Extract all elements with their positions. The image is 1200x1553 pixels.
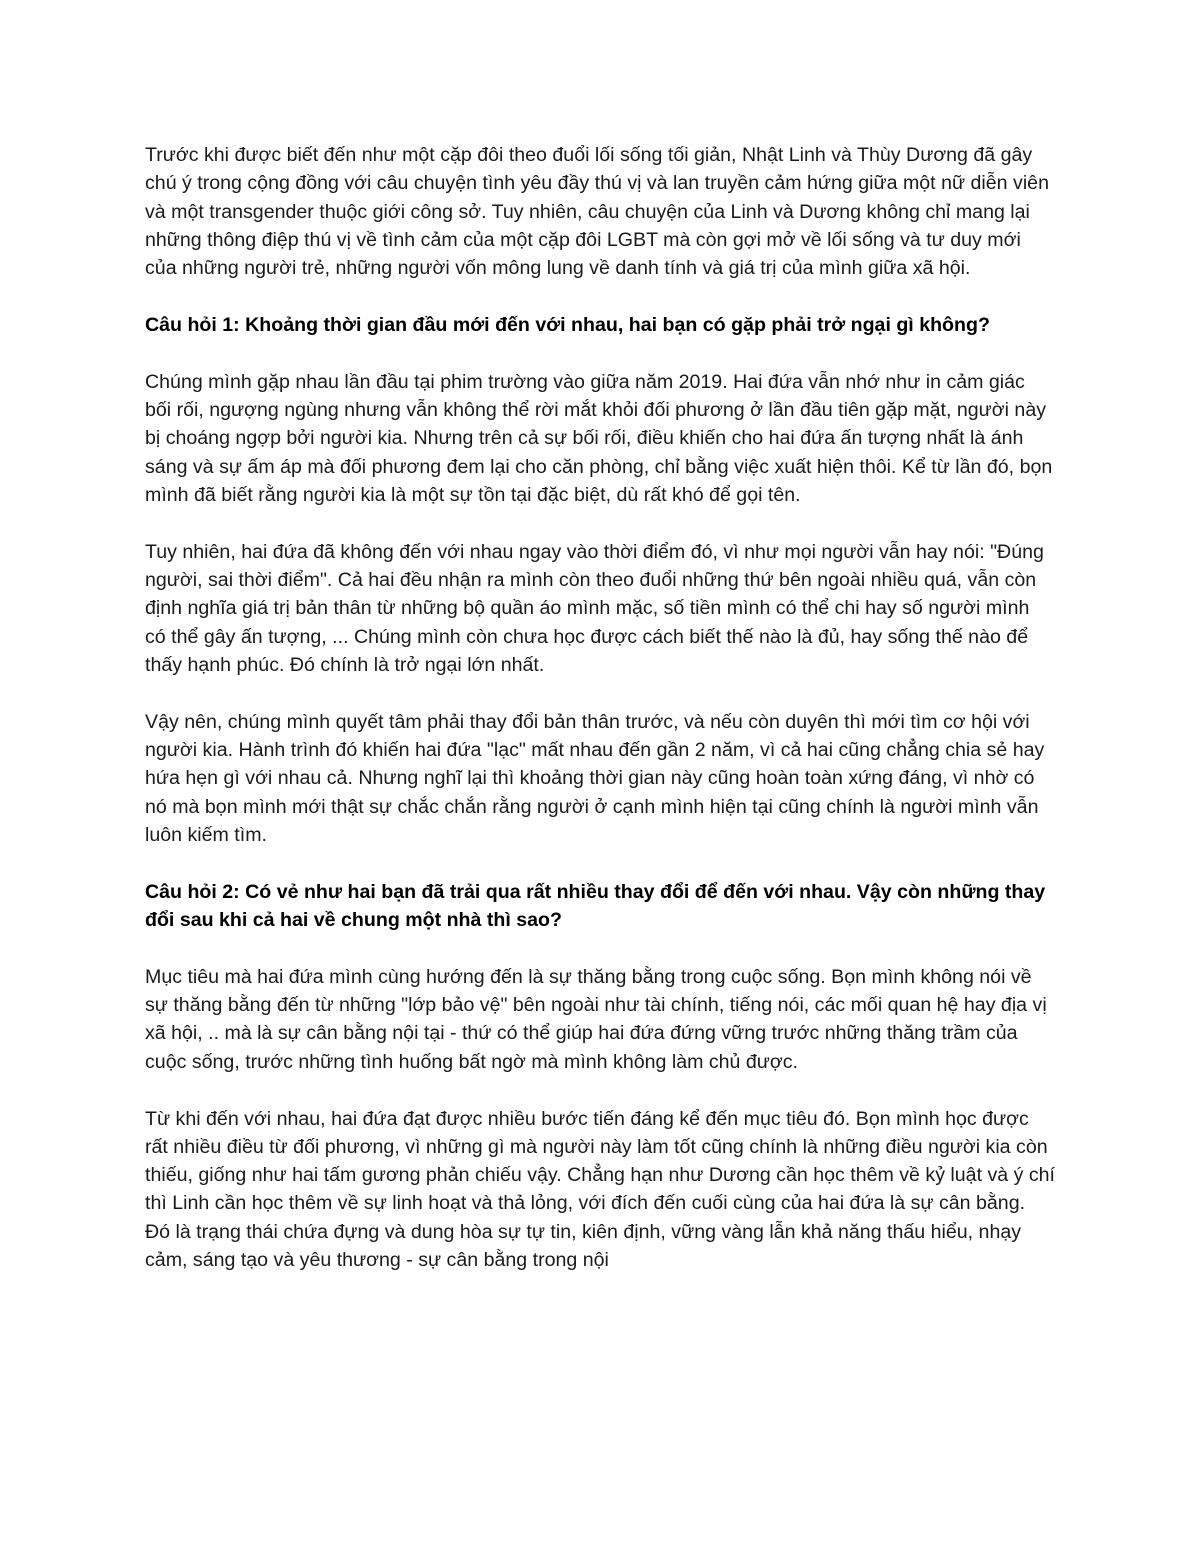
answer-2-paragraph-2: Từ khi đến với nhau, hai đứa đạt được nhiều bước tiến đáng kể đến mục tiêu đó. Bọn mình học được rất nhiều điều từ đối phương, vì những gì mà người này làm tốt cũng chính là những điều người kia còn thiếu, giống như hai tấm gương phản chiếu vậy. Chẳng hạn như Dương cần học thêm về kỷ luật và ý chí thì Linh cần học thêm về sự linh hoạt và thả lỏng, với đích đến cuối cùng của hai đứa là sự cân bằng. Đó là trạng thái chứa đựng và dung hòa sự tự tin, kiên định, vững vàng lẫn khả năng thấu hiểu, nhạy cảm, sáng tạo và yêu thương - sự cân bằng trong nội <box>145 1107 1055 1271</box>
answer-1-paragraph-3: Vậy nên, chúng mình quyết tâm phải thay đổi bản thân trước, và nếu còn duyên thì mới tìm cơ hội với người kia. Hành trình đó khiến hai đứa "lạc" mất nhau đến gần 2 năm, vì cả hai cũng chẳng chia sẻ hay hứa hẹn gì với nhau cả. Nhưng nghĩ lại thì khoảng thời gian này cũng hoàn toàn xứng đáng, vì nhờ có nó mà bọn mình mới thật sự chắc chắn rằng người ở cạnh mình hiện tại cũng chính là người mình vẫn luôn kiếm tìm. <box>145 710 1045 846</box>
intro-paragraph: Trước khi được biết đến như một cặp đôi theo đuổi lối sống tối giản, Nhật Linh và Thùy Dương đã gây chú ý trong cộng đồng với câu chuyện tình yêu đầy thú vị và lan truyền cảm hứng giữa một nữ diễn viên và một transgender thuộc giới công sở. Tuy nhiên, câu chuyện của Linh và Dương không chỉ mang lại những thông điệp thú vị về tình cảm của một cặp đôi LGBT mà còn gợi mở về lối sống và tư duy mới của những người trẻ, những người vốn mông lung về danh tính và giá trị của mình giữa xã hội. <box>145 144 1049 280</box>
answer-1-paragraph-2: Tuy nhiên, hai đứa đã không đến với nhau ngay vào thời điểm đó, vì như mọi người vẫn hay nói: "Đúng người, sai thời điểm". Cả hai đều nhận ra mình còn theo đuổi những thứ bên ngoài nhiều quá, vẫn còn định nghĩa giá trị bản thân từ những bộ quần áo mình mặc, số tiền mình có thể chi hay số người mình có thể gây ấn tượng, ... Chúng mình còn chưa học được cách biết thế nào là đủ, hay sống thế nào để thấy hạnh phúc. Đó chính là trở ngại lớn nhất. <box>145 540 1044 676</box>
answer-1-paragraph-1: Chúng mình gặp nhau lần đầu tại phim trường vào giữa năm 2019. Hai đứa vẫn nhớ như in cảm giác bối rối, ngượng ngùng nhưng vẫn không thể rời mắt khỏi đối phương ở lần đầu tiên gặp mặt, người này bị choáng ngợp bởi người kia. Nhưng trên cả sự bối rối, điều khiến cho hai đứa ấn tượng nhất là ánh sáng và sự ấm áp mà đối phương đem lại cho căn phòng, chỉ bằng việc xuất hiện thôi. Kể từ lần đó, bọn mình đã biết rằng người kia là một sự tồn tại đặc biệt, dù rất khó để gọi tên. <box>145 370 1053 506</box>
document-page <box>145 141 1055 1303</box>
question-2-heading: Câu hỏi 2: Có vẻ như hai bạn đã trải qua rất nhiều thay đổi để đến với nhau. Vậy còn những thay đổi sau khi cả hai về chung một nhà thì sao? <box>145 880 1046 932</box>
question-1-heading: Câu hỏi 1: Khoảng thời gian đầu mới đến với nhau, hai bạn có gặp phải trở ngại gì không? <box>145 313 990 336</box>
answer-2-paragraph-1: Mục tiêu mà hai đứa mình cùng hướng đến là sự thăng bằng trong cuộc sống. Bọn mình không nói về sự thăng bằng đến từ những "lớp bảo vệ" bên ngoài như tài chính, tiếng nói, các mối quan hệ hay địa vị xã hội, .. mà là sự cân bằng nội tại - thứ có thể giúp hai đứa đứng vững trước những thăng trầm của cuộc sống, trước những tình huống bất ngờ mà mình không làm chủ được. <box>145 965 1047 1073</box>
